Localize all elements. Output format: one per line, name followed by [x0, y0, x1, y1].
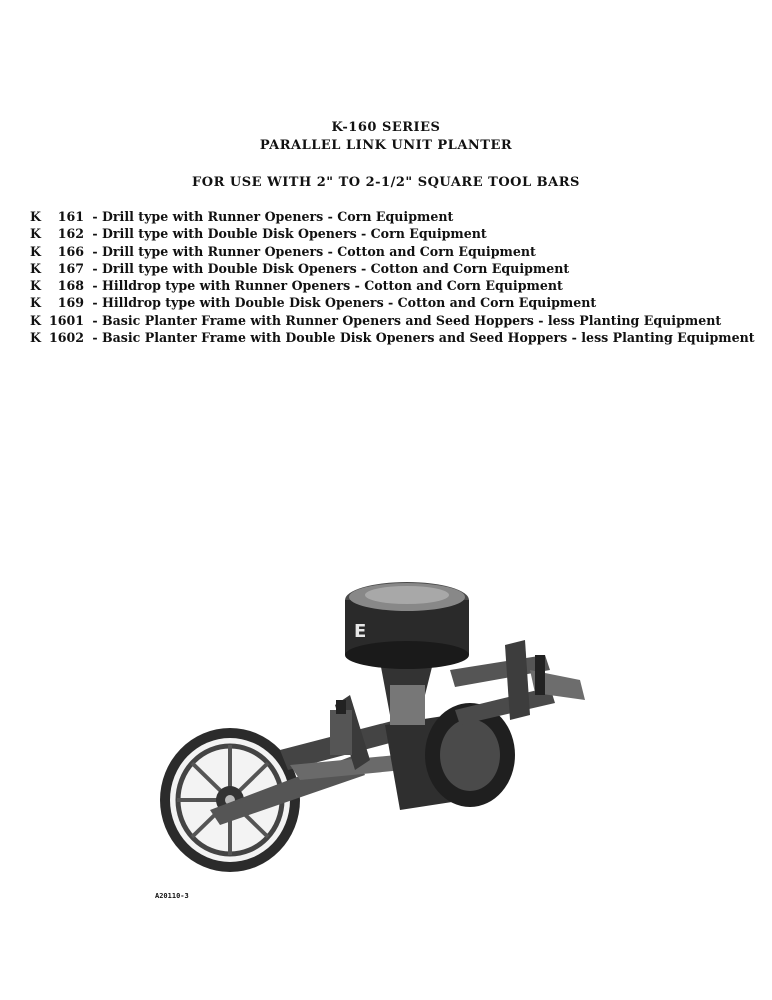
separator: - — [92, 260, 98, 276]
parallel-link — [450, 640, 585, 725]
separator: - — [92, 278, 98, 294]
list-item — [30, 278, 765, 295]
model-number: 166 — [57, 243, 84, 259]
separator: - — [92, 330, 98, 346]
model-prefix: K — [30, 295, 41, 311]
model-description: Drill type with Double Disk Openers - Cotton and Corn Equipment — [102, 260, 570, 276]
model-prefix: K — [30, 278, 41, 294]
planter-unit-illustration — [150, 575, 595, 884]
model-description: Basic Planter Frame with Double Disk Openers and Seed Hoppers - less Planting Equipment — [102, 330, 755, 346]
model-prefix: K — [30, 226, 41, 242]
list-item — [30, 209, 765, 226]
figure-caption: A20110-3 — [155, 892, 189, 900]
separator: - — [92, 312, 98, 328]
model-description: Drill type with Runner Openers - Cotton and Corn Equipment — [102, 243, 536, 259]
separator: - — [92, 243, 98, 259]
model-number: 168 — [57, 278, 84, 294]
model-description: Hilldrop type with Runner Openers - Cotton and Corn Equipment — [102, 278, 563, 294]
model-prefix: K — [30, 312, 41, 328]
model-number: 169 — [57, 295, 84, 311]
model-description: Basic Planter Frame with Runner Openers and Seed Hoppers - less Planting Equipment — [102, 312, 722, 328]
model-prefix: K — [30, 330, 41, 346]
model-description: Drill type with Double Disk Openers - Corn Equipment — [102, 226, 487, 242]
model-number: 167 — [57, 260, 84, 276]
list-item — [30, 313, 765, 330]
svg-text:E: E — [354, 621, 367, 642]
model-number: 1601 — [48, 312, 84, 328]
list-item — [30, 244, 765, 261]
model-number: 162 — [57, 226, 84, 242]
model-list — [30, 209, 765, 347]
list-item — [30, 261, 765, 278]
model-description: Hilldrop type with Double Disk Openers - Cotton and Corn Equipment — [102, 295, 597, 311]
list-item — [30, 226, 765, 243]
list-item — [30, 295, 765, 312]
model-prefix: K — [30, 209, 41, 224]
model-number: 161 — [57, 209, 84, 224]
page-title-series: K-160 SERIES — [331, 120, 441, 135]
separator: - — [92, 295, 98, 311]
seed-hopper — [345, 582, 469, 725]
list-item — [30, 330, 765, 347]
model-description: Drill type with Runner Openers - Corn Equipment — [102, 209, 454, 224]
page-title: PARALLEL LINK UNIT PLANTER — [259, 138, 513, 153]
model-number: 1602 — [48, 330, 84, 346]
model-prefix: K — [30, 243, 41, 259]
page-subtitle: FOR USE WITH 2" TO 2-1/2" SQUARE TOOL BARS — [192, 175, 580, 190]
separator: - — [92, 209, 98, 224]
model-prefix: K — [30, 260, 41, 276]
separator: - — [92, 226, 98, 242]
